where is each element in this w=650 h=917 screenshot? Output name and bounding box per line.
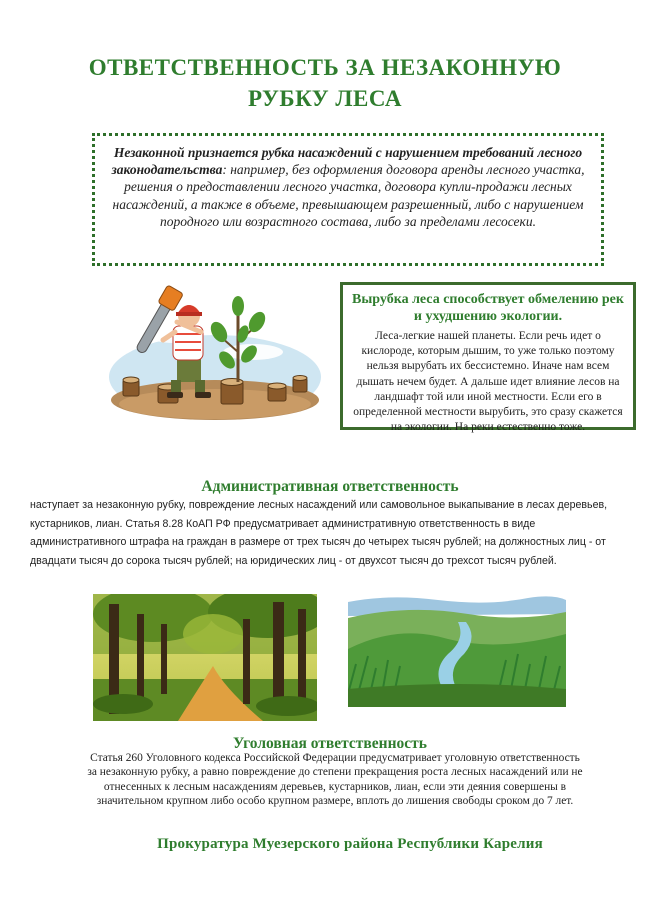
ecology-info-box <box>340 282 636 434</box>
criminal-heading: Уголовная ответственность <box>233 735 427 752</box>
title-line-2: РУБКУ ЛЕСА <box>248 86 402 111</box>
definition-text: : например, без оформления договора аренды лесного участка, решения о предоставлении лесного участка, договора купли-продажи лесных насаждений, а также в объеме, превышающем разрешенный, либо с нарушением породного или возрастного состава, либо за пределами лесосеки. <box>112 162 585 229</box>
administrative-text: наступает за незаконную рубку, повреждение лесных насаждений или самовольное выкапывание в лесах деревьев, кустарников, лиан. Статья 8.28 КоАП РФ предусматривает административную ответственность в виде административного штрафа на граждан в размере от трех тысяч до четырех тысяч рублей; на должностных лиц - от двадцати тысяч до сорока тысяч рублей; на юридических лиц - от двухсот тысяч до трехсот тысяч рублей. <box>30 499 608 567</box>
river-valley-illustration <box>348 594 566 707</box>
ecology-text: Леса-легкие нашей планеты. Если речь идет о кислороде, которым дышим, то уже только поэтому нельзя вырубать их бессистемно. Иначе нам всем дышать нечем будет. А дальше идет влияние лесов на ландшафт той или иной местности. Если его в определенной местности вырубить, это сразу скажется на экологии. На реки естественно тоже. <box>353 330 623 434</box>
ecology-heading: Вырубка леса способствует обмелению рек и ухудшению экологии. <box>352 292 624 324</box>
definition-bold-text: Незаконной признается рубка насаждений с нарушением требований лесного законодательства <box>111 145 583 178</box>
definition-box <box>92 133 604 266</box>
administrative-heading: Административная ответственность <box>201 478 459 495</box>
title-line-1: ОТВЕТСТВЕННОСТЬ ЗА НЕЗАКОННУЮ <box>88 55 562 80</box>
criminal-text: Статья 260 Уголовного кодекса Российской Федерации предусматривает уголовную ответственность за незаконную рубку, а равно повреждение до степени прекращения роста лесных насаждений или не отнесенных к лесным насаждениям деревьев, кустарников, лиан, если эти деяния совершены в значительном крупном либо особо крупном размере, вплоть до лишения свободы сроком до 7 лет. <box>87 752 583 808</box>
forest-path-illustration <box>93 594 317 721</box>
chainsaw-logging-illustration <box>103 282 321 422</box>
page-title <box>60 52 590 114</box>
footer-signature: Прокуратура Муезерского района Республики Карелия <box>157 836 543 852</box>
